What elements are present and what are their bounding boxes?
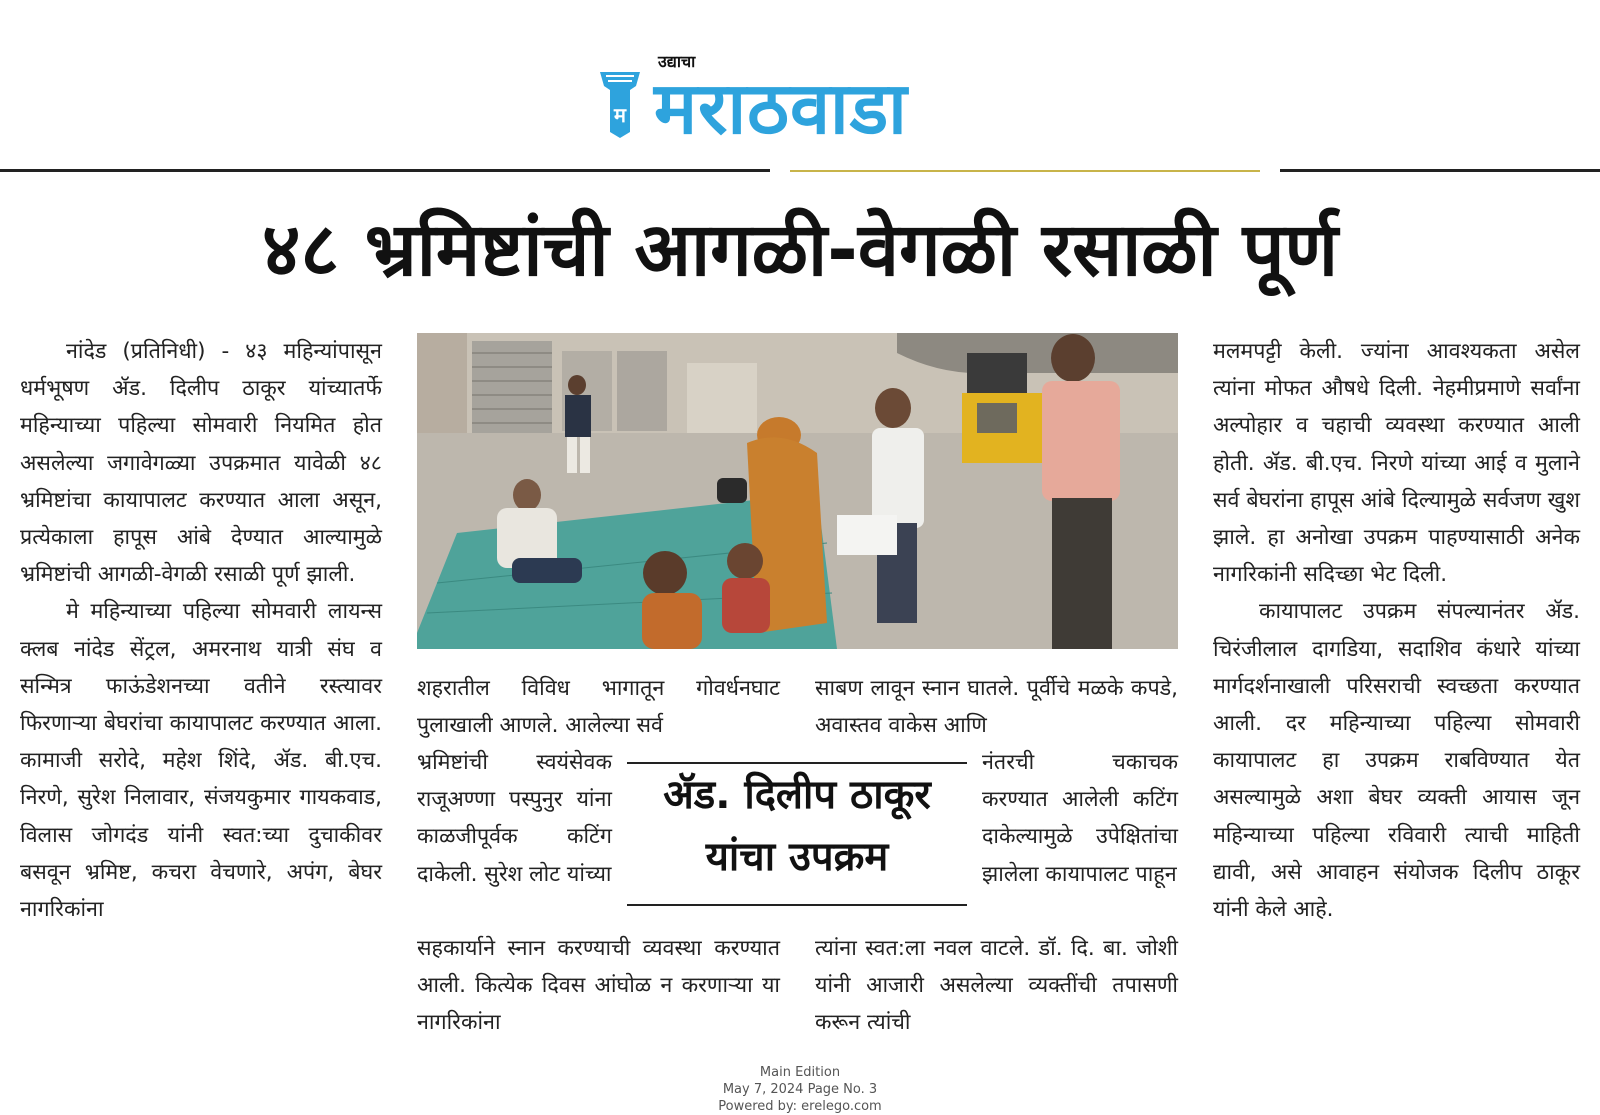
article-paragraph: भ्रमिष्टांची स्वयंसेवक राजूअण्णा पस्पुनुर यांना काळजीपूर्वक कटिंग दाकेली. सुरेश लोट यांच्या (417, 750, 612, 887)
page-footer (600, 1064, 1000, 1115)
article-column-4 (1213, 333, 1580, 928)
date-page-label: May 7, 2024 Page No. 3 (722, 1082, 878, 1097)
article-column-3-bottom (815, 930, 1178, 1042)
news-photo (417, 333, 1178, 649)
pull-quote-line-1: ॲड. दिलीप ठाकूर (663, 772, 931, 818)
article-paragraph: नांदेड (प्रतिनिधी) - ४३ महिन्यांपासून धर्मभूषण ॲड. दिलीप ठाकूर यांच्यातर्फे महिन्याच्या पहिल्या सोमवारी नियमित होत असलेल्या जगावेगळ्या उपक्रमात यावेळी ४८ भ्रमिष्टांचा कायापालट करण्यात आला असून, प्रत्येकाला हापूस आंबे देण्यात आल्यामुळे भ्रमिष्टांची आगळी-वेगळी रसाळी पूर्ण झाली. (20, 339, 382, 588)
masthead-tagline: उद्याचा (658, 52, 696, 71)
pen-nib-icon (596, 70, 644, 138)
article-column-2-left (417, 744, 612, 893)
article-paragraph: नंतरची चकाचक करण्यात आलेली कटिंग दाकेल्यामुळे उपेक्षितांचा झालेला कायापालट पाहून (982, 750, 1178, 887)
newspaper-logo (596, 50, 1016, 150)
pull-quote-line-2: यांचा उपक्रम (705, 834, 889, 880)
article-paragraph: त्यांना स्वत:ला नवल वाटले. डॉ. दि. बा. जोशी यांनी आजारी असलेल्या व्यक्तींची तपासणी करून त्यांची (815, 936, 1178, 1036)
article-paragraph: मे महिन्याच्या पहिल्या सोमवारी लायन्स क्लब नांदेड सेंट्रल, अमरनाथ यात्री संघ व सन्मित्र फाऊंडेशनच्या वतीने रस्त्यावर फिरणाऱ्या बेघरांचा कायापालट करण्यात आला. कामाजी सरोदे, महेश शिंदे, ॲड. बी.एच. निरणे, सुरेश निलावार, संजयकुमार गायकवाड, विलास जोगदंड यांनी स्वत:च्या दुचाकीवर बसवून भ्रमिष्ट, कचरा वेचणारे, अपंग, बेघर नागरिकांना (20, 599, 382, 923)
article-column-2-bottom (417, 930, 780, 1042)
divider-right (1280, 169, 1600, 172)
article-paragraph: सहकार्याने स्नान करण्याची व्यवस्था करण्यात आली. कित्येक दिवस आंघोळ न करणाऱ्या या नागरिकांना (417, 936, 780, 1036)
pen-letter: म (614, 103, 626, 127)
article-paragraph: कायापालट उपक्रम संपल्यानंतर ॲड. चिरंजीलाल दागडिया, सदाशिव कंधारे यांच्या मार्गदर्शनाखाली परिसराची स्वच्छता करण्यात आली. दर महिन्याच्या पहिल्या सोमवारी कायापालट हा उपक्रम राबविण्यात येत असल्यामुळे अशा बेघर व्यक्ती आयास जून महिन्याच्या पहिल्या रविवारी त्याची माहिती द्यावी, असे आवाहन संयोजक दिलीप ठाकूर यांनी केले आहे. (1213, 599, 1580, 923)
article-paragraph: मलमपट्टी केली. ज्यांना आवश्यकता असेल त्यांना मोफत औषधे दिली. नेहमीप्रमाणे सर्वांना अल्पोहार व चहाची व्यवस्था करण्यात आली होती. ॲड. बी.एच. निरणे यांच्या आई व मुलाने सर्व बेघरांना हापूस आंबे दिल्यामुळे सर्वजण खुश झाले. हा अनोखा उपक्रम पाहण्यासाठी अनेक नागरिकांनी सदिच्छा भेट दिली. (1213, 339, 1580, 588)
photo-illustration (417, 333, 1178, 649)
masthead (0, 0, 1600, 170)
article-column-3-top (815, 670, 1178, 744)
article-paragraph: शहरातील विविध भागातून गोवर्धनघाट पुलाखाली आणले. आलेल्या सर्व (417, 676, 780, 739)
headline: ४८ भ्रमिष्टांची आगळी-वेगळी रसाळी पूर्ण (261, 207, 1338, 293)
masthead-title: मराठवाडा (654, 66, 908, 150)
article-column-1 (20, 333, 382, 928)
divider-center (790, 170, 1260, 172)
divider-left (0, 169, 770, 172)
edition-label: Main Edition (759, 1065, 841, 1080)
pull-quote (627, 762, 967, 906)
article-paragraph: साबण लावून स्नान घातले. पूर्वीचे मळके कपडे, अवास्तव वाकेस आणि (815, 676, 1178, 739)
article-column-3-right (982, 744, 1178, 893)
article-column-2-top (417, 670, 780, 744)
powered-by-link[interactable]: Powered by: erelego.com (718, 1099, 882, 1114)
